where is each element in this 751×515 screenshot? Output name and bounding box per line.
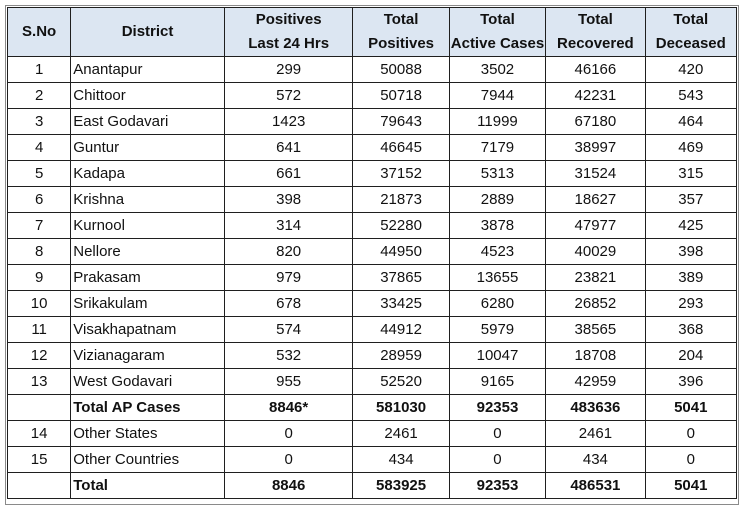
cell-positives-24h: 641	[224, 135, 353, 161]
cell-deceased: 293	[645, 291, 736, 317]
header-deceased-line1: Total	[673, 11, 709, 28]
cell-active-cases: 5979	[449, 317, 545, 343]
cell-positives-24h: 532	[224, 343, 353, 369]
cell-total-positives: 79643	[353, 109, 449, 135]
cell-active-cases: 11999	[449, 109, 545, 135]
cell-district: Total AP Cases	[71, 395, 225, 421]
cell-deceased: 5041	[645, 473, 736, 499]
header-positives-line1: Positives	[255, 11, 322, 28]
header-sno-label: S.No	[22, 23, 57, 40]
cell-positives-24h: 678	[224, 291, 353, 317]
cell-sno: 9	[8, 265, 71, 291]
cell-sno: 14	[8, 421, 71, 447]
cell-sno	[8, 473, 71, 499]
header-active-cases	[449, 8, 545, 57]
cell-deceased: 420	[645, 57, 736, 83]
header-district	[71, 8, 225, 57]
cell-positives-24h: 8846*	[224, 395, 353, 421]
cell-positives-24h: 955	[224, 369, 353, 395]
cell-total-positives: 44950	[353, 239, 449, 265]
header-total-positives-line1: Total	[383, 11, 419, 28]
cell-sno: 12	[8, 343, 71, 369]
cell-deceased: 389	[645, 265, 736, 291]
district-cases-table	[7, 7, 737, 499]
cell-active-cases: 6280	[449, 291, 545, 317]
cell-district: Prakasam	[71, 265, 225, 291]
cell-sno: 10	[8, 291, 71, 317]
table-row	[8, 213, 737, 239]
cell-positives-24h: 299	[224, 57, 353, 83]
cell-active-cases: 3502	[449, 57, 545, 83]
cell-district: Nellore	[71, 239, 225, 265]
cell-total-positives: 581030	[353, 395, 449, 421]
cell-district: West Godavari	[71, 369, 225, 395]
cell-district: Anantapur	[71, 57, 225, 83]
cell-deceased: 396	[645, 369, 736, 395]
cell-district: Kadapa	[71, 161, 225, 187]
cell-recovered: 18627	[546, 187, 645, 213]
cell-active-cases: 3878	[449, 213, 545, 239]
cell-district: Other States	[71, 421, 225, 447]
cell-recovered: 23821	[546, 265, 645, 291]
cell-deceased: 543	[645, 83, 736, 109]
cell-recovered: 2461	[546, 421, 645, 447]
cell-recovered: 486531	[546, 473, 645, 499]
cell-total-positives: 52280	[353, 213, 449, 239]
header-positives-24h	[224, 8, 353, 57]
cell-sno: 7	[8, 213, 71, 239]
cell-total-positives: 434	[353, 447, 449, 473]
cell-district: Chittoor	[71, 83, 225, 109]
cell-district: Srikakulam	[71, 291, 225, 317]
cell-recovered: 31524	[546, 161, 645, 187]
header-active-line1: Total	[480, 11, 515, 28]
cell-total-positives: 50088	[353, 57, 449, 83]
table-row	[8, 83, 737, 109]
table-row	[8, 109, 737, 135]
cell-recovered: 67180	[546, 109, 645, 135]
header-district-label: District	[121, 23, 174, 40]
header-total-positives	[353, 8, 449, 57]
cell-deceased: 469	[645, 135, 736, 161]
cell-active-cases: 10047	[449, 343, 545, 369]
cell-district: Other Countries	[71, 447, 225, 473]
cell-recovered: 42959	[546, 369, 645, 395]
cell-total-positives: 44912	[353, 317, 449, 343]
cell-recovered: 483636	[546, 395, 645, 421]
header-sno	[8, 8, 71, 57]
cell-positives-24h: 8846	[224, 473, 353, 499]
cell-positives-24h: 0	[224, 447, 353, 473]
header-deceased-line2: Deceased	[655, 35, 726, 52]
cell-sno: 4	[8, 135, 71, 161]
cell-recovered: 38565	[546, 317, 645, 343]
cell-positives-24h: 314	[224, 213, 353, 239]
cell-active-cases: 5313	[449, 161, 545, 187]
cell-active-cases: 7179	[449, 135, 545, 161]
cell-active-cases: 9165	[449, 369, 545, 395]
table-row	[8, 239, 737, 265]
cell-deceased: 315	[645, 161, 736, 187]
cell-total-positives: 37152	[353, 161, 449, 187]
cell-deceased: 0	[645, 447, 736, 473]
cell-deceased: 398	[645, 239, 736, 265]
cell-district: Vizianagaram	[71, 343, 225, 369]
cell-positives-24h: 574	[224, 317, 353, 343]
cell-active-cases: 92353	[449, 395, 545, 421]
cell-deceased: 464	[645, 109, 736, 135]
cell-positives-24h: 820	[224, 239, 353, 265]
cell-active-cases: 4523	[449, 239, 545, 265]
cell-deceased: 0	[645, 421, 736, 447]
cell-district: Kurnool	[71, 213, 225, 239]
cell-positives-24h: 979	[224, 265, 353, 291]
header-row	[8, 8, 737, 57]
cell-total-positives: 37865	[353, 265, 449, 291]
cell-sno: 13	[8, 369, 71, 395]
cell-recovered: 18708	[546, 343, 645, 369]
table-row	[8, 291, 737, 317]
total-row	[8, 473, 737, 499]
header-recovered	[546, 8, 645, 57]
table-row	[8, 447, 737, 473]
cell-district: East Godavari	[71, 109, 225, 135]
cell-recovered: 434	[546, 447, 645, 473]
cell-sno: 3	[8, 109, 71, 135]
cell-total-positives: 2461	[353, 421, 449, 447]
table-row	[8, 135, 737, 161]
cell-active-cases: 92353	[449, 473, 545, 499]
cell-recovered: 47977	[546, 213, 645, 239]
cell-positives-24h: 0	[224, 421, 353, 447]
cell-positives-24h: 398	[224, 187, 353, 213]
table-row	[8, 265, 737, 291]
cell-district: Visakhapatnam	[71, 317, 225, 343]
cell-total-positives: 50718	[353, 83, 449, 109]
table-row	[8, 421, 737, 447]
cell-sno: 11	[8, 317, 71, 343]
cell-total-positives: 46645	[353, 135, 449, 161]
cell-active-cases: 7944	[449, 83, 545, 109]
cell-recovered: 46166	[546, 57, 645, 83]
cell-active-cases: 0	[449, 447, 545, 473]
header-recovered-line1: Total	[578, 11, 613, 28]
cell-positives-24h: 572	[224, 83, 353, 109]
cell-active-cases: 0	[449, 421, 545, 447]
cell-deceased: 368	[645, 317, 736, 343]
cell-total-positives: 33425	[353, 291, 449, 317]
cell-district: Total	[71, 473, 225, 499]
cell-deceased: 204	[645, 343, 736, 369]
cell-district: Guntur	[71, 135, 225, 161]
cell-deceased: 425	[645, 213, 736, 239]
cell-total-positives: 21873	[353, 187, 449, 213]
cell-deceased: 357	[645, 187, 736, 213]
cell-recovered: 40029	[546, 239, 645, 265]
table-row	[8, 317, 737, 343]
cell-active-cases: 13655	[449, 265, 545, 291]
cell-sno: 8	[8, 239, 71, 265]
cell-sno: 15	[8, 447, 71, 473]
table-row	[8, 57, 737, 83]
header-positives-line2: Last 24 Hrs	[248, 35, 330, 52]
cell-sno: 2	[8, 83, 71, 109]
cell-recovered: 38997	[546, 135, 645, 161]
header-total-positives-line2: Positives	[368, 35, 435, 52]
cell-recovered: 42231	[546, 83, 645, 109]
cell-sno: 5	[8, 161, 71, 187]
cell-district: Krishna	[71, 187, 225, 213]
table-row	[8, 343, 737, 369]
cell-active-cases: 2889	[449, 187, 545, 213]
table-body	[8, 57, 737, 499]
cell-total-positives: 28959	[353, 343, 449, 369]
total-row	[8, 395, 737, 421]
cell-total-positives: 583925	[353, 473, 449, 499]
header-deceased	[645, 8, 736, 57]
header-active-line2: Active Cases	[450, 35, 545, 52]
cell-recovered: 26852	[546, 291, 645, 317]
cell-positives-24h: 1423	[224, 109, 353, 135]
cell-sno	[8, 395, 71, 421]
header-recovered-line2: Recovered	[557, 35, 634, 52]
cell-deceased: 5041	[645, 395, 736, 421]
cell-sno: 6	[8, 187, 71, 213]
cell-positives-24h: 661	[224, 161, 353, 187]
table-row	[8, 369, 737, 395]
table-row	[8, 187, 737, 213]
table-row	[8, 161, 737, 187]
cell-total-positives: 52520	[353, 369, 449, 395]
cell-sno: 1	[8, 57, 71, 83]
